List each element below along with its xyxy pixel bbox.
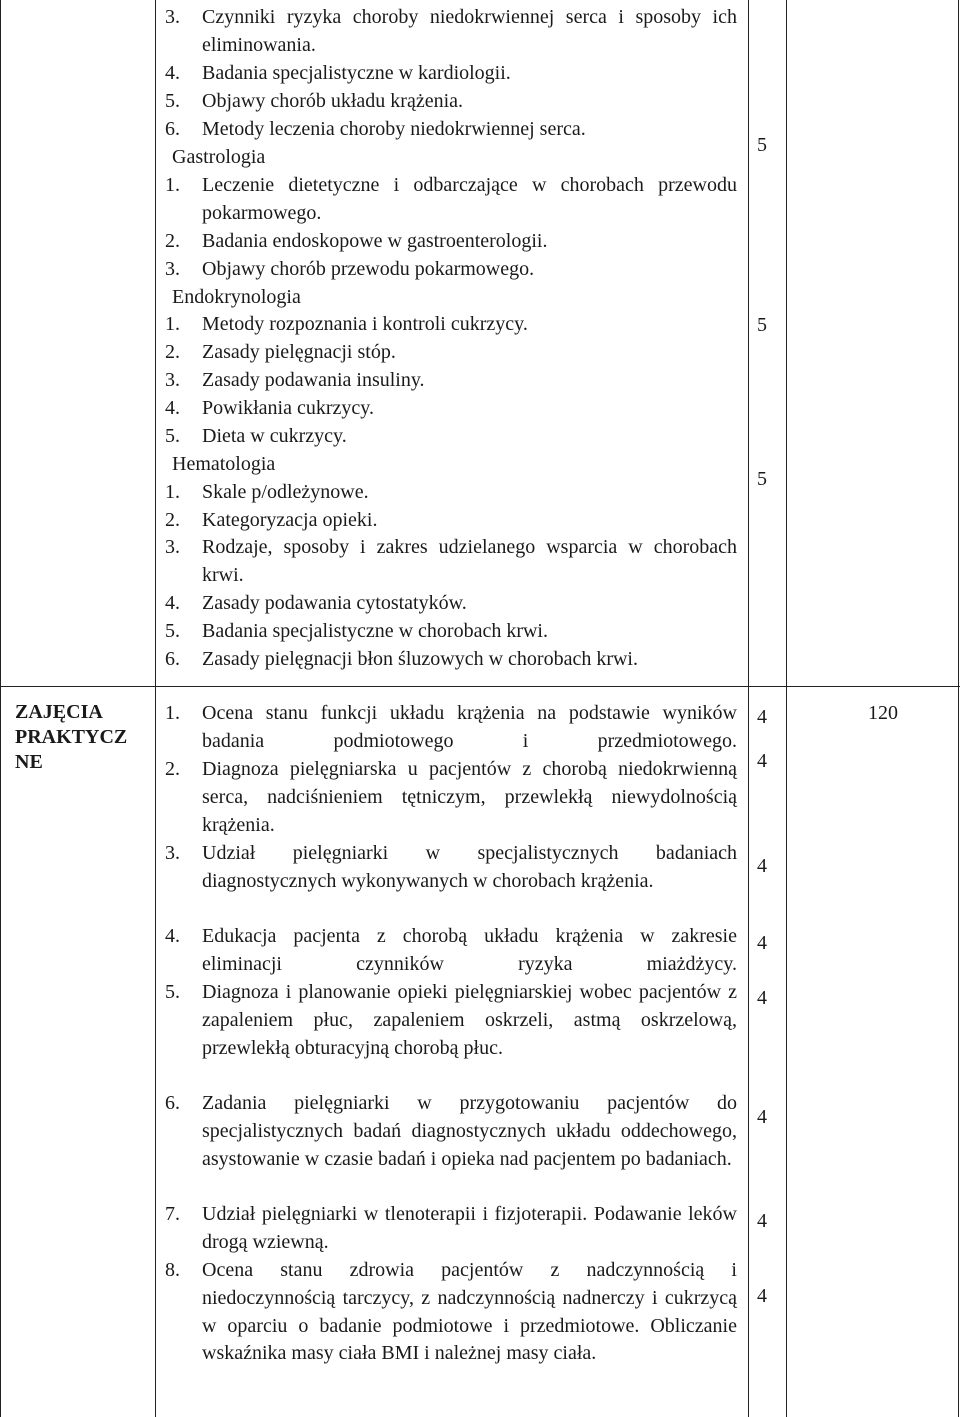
- item-text: Zasady podawania cytostatyków.: [202, 592, 467, 614]
- list-item: [165, 979, 737, 1062]
- item-text: Udział pielęgniarki w tlenoterapii i fizjoterapii. Podawanie leków drogą wziewną.: [202, 1203, 737, 1253]
- hours-value: 4: [757, 750, 767, 772]
- hours-value: 5: [757, 468, 767, 490]
- item-number: 4.: [165, 925, 180, 947]
- item-text: Edukacja pacjenta z chorobą układu krążenia w zakresie eliminacji czynników ryzyka miażdżycy.: [202, 925, 737, 975]
- hours-value: 4: [757, 706, 767, 728]
- section-label-zajecia-praktyczne: ZAJĘCIA PRAKTYCZ NE: [15, 701, 128, 773]
- item-number: 1.: [165, 174, 180, 196]
- hours-value: 4: [757, 1285, 767, 1307]
- list-item: [165, 507, 737, 535]
- item-text: Zasady pielęgnacji błon śluzowych w chorobach krwi.: [202, 648, 638, 670]
- item-number: 8.: [165, 1259, 180, 1281]
- item-number: 2.: [165, 230, 180, 252]
- list-item: [165, 423, 737, 451]
- item-text: Metody rozpoznania i kontroli cukrzycy.: [202, 313, 528, 335]
- hours-value: 4: [757, 987, 767, 1009]
- list-item: [165, 1201, 737, 1257]
- item-number: 5.: [165, 620, 180, 642]
- item-text: Leczenie dietetyczne i odbarczające w chorobach przewodu pokarmowego.: [202, 174, 737, 224]
- list-item: [165, 590, 737, 618]
- list-item: [165, 1257, 737, 1368]
- item-number: 6.: [165, 1092, 180, 1114]
- item-text: Badania specjalistyczne w chorobach krwi.: [202, 620, 548, 642]
- item-text: Zadania pielęgniarki w przygotowaniu pacjentów do specjalistycznych badań diagnostycznych układu oddechowego, asystowanie w czasie badań i opieka nad pacjentem po badaniach.: [202, 1092, 737, 1170]
- list-item: [165, 339, 737, 367]
- list-item: [165, 618, 737, 646]
- section-heading-hematologia: Hematologia: [172, 453, 276, 475]
- col-divider-3: [786, 0, 787, 1417]
- col-divider-2: [748, 0, 749, 1417]
- list-item: [165, 395, 737, 423]
- list-item: [165, 116, 737, 144]
- list-item: [165, 88, 737, 116]
- item-number: 5.: [165, 90, 180, 112]
- list-item: [165, 256, 737, 284]
- list-item: [165, 172, 737, 228]
- item-number: 5.: [165, 981, 180, 1003]
- item-text: Diagnoza i planowanie opieki pielęgniarskiej wobec pacjentów z zapaleniem płuc, zapaleniem oskrzeli, astmą oskrzelową, przewlekłą obturacyjną chorobą płuc.: [202, 981, 737, 1059]
- item-text: Powikłania cukrzycy.: [202, 397, 374, 419]
- hours-value: 4: [757, 932, 767, 954]
- item-text: Ocena stanu funkcji układu krążenia na podstawie wyników badania podmiotowego i przedmiotowego.: [202, 702, 737, 752]
- item-text: Rodzaje, sposoby i zakres udzielanego wsparcia w chorobach krwi.: [202, 536, 737, 586]
- table-border-right: [958, 0, 959, 1417]
- row-divider: [0, 686, 960, 687]
- item-text: Udział pielęgniarki w specjalistycznych badaniach diagnostycznych wykonywanych w chorobach krążenia.: [202, 842, 737, 892]
- item-text: Badania specjalistyczne w kardiologii.: [202, 62, 511, 84]
- item-text: Objawy chorób przewodu pokarmowego.: [202, 258, 535, 280]
- item-number: 4.: [165, 592, 180, 614]
- list-item: [165, 367, 737, 395]
- hours-value: 5: [757, 314, 767, 336]
- item-number: 4.: [165, 397, 180, 419]
- section-heading-gastrologia: Gastrologia: [172, 146, 266, 168]
- item-number: 6.: [165, 648, 180, 670]
- hours-value: 4: [757, 1210, 767, 1232]
- list-item: [165, 228, 737, 256]
- list-item: [165, 479, 737, 507]
- hours-value: 4: [757, 855, 767, 877]
- list-item: [165, 4, 737, 60]
- item-number: 1.: [165, 481, 180, 503]
- list-item: [165, 60, 737, 88]
- item-number: 5.: [165, 425, 180, 447]
- item-text: Diagnoza pielęgniarska u pacjentów z chorobą niedokrwienną serca, nadciśnieniem tętniczym, przewlekłą niewydolnością krążenia.: [202, 758, 737, 836]
- section-heading-endokrynologia: Endokrynologia: [172, 286, 301, 308]
- total-hours: 120: [868, 702, 898, 724]
- item-number: 4.: [165, 62, 180, 84]
- item-text: Zasady podawania insuliny.: [202, 369, 425, 391]
- list-item: [165, 756, 737, 839]
- item-text: Metody leczenia choroby niedokrwiennej serca.: [202, 118, 586, 140]
- item-number: 3.: [165, 842, 180, 864]
- item-number: 3.: [165, 536, 180, 558]
- item-number: 6.: [165, 118, 180, 140]
- hours-value: 4: [757, 1106, 767, 1128]
- item-text: Czynniki ryzyka choroby niedokrwiennej serca i sposoby ich eliminowania.: [202, 6, 737, 56]
- item-number: 7.: [165, 1203, 180, 1225]
- item-text: Zasady pielęgnacji stóp.: [202, 341, 396, 363]
- item-number: 3.: [165, 6, 180, 28]
- item-number: 2.: [165, 341, 180, 363]
- item-text: Badania endoskopowe w gastroenterologii.: [202, 230, 548, 252]
- item-text: Dieta w cukrzycy.: [202, 425, 347, 447]
- item-text: Objawy chorób układu krążenia.: [202, 90, 464, 112]
- item-text: Ocena stanu zdrowia pacjentów z nadczynnością i niedoczynnością tarczycy, z nadczynnością nadnerczy i cukrzycą w oparciu o badanie podmiotowe i przedmiotowe. Obliczanie wskaźnika masy ciała BMI i należnej masy ciała.: [202, 1259, 737, 1365]
- list-item: [165, 840, 737, 896]
- list-item: [165, 646, 737, 674]
- item-text: Skale p/odleżynowe.: [202, 481, 369, 503]
- list-item: [165, 311, 737, 339]
- list-item: [165, 1090, 737, 1173]
- item-number: 3.: [165, 258, 180, 280]
- item-number: 3.: [165, 369, 180, 391]
- table-border-left: [0, 0, 1, 1417]
- item-text: Kategoryzacja opieki.: [202, 509, 378, 531]
- item-number: 2.: [165, 509, 180, 531]
- item-number: 2.: [165, 758, 180, 780]
- item-number: 1.: [165, 313, 180, 335]
- col-divider-1: [155, 0, 156, 1417]
- item-number: 1.: [165, 702, 180, 724]
- hours-value: 5: [757, 134, 767, 156]
